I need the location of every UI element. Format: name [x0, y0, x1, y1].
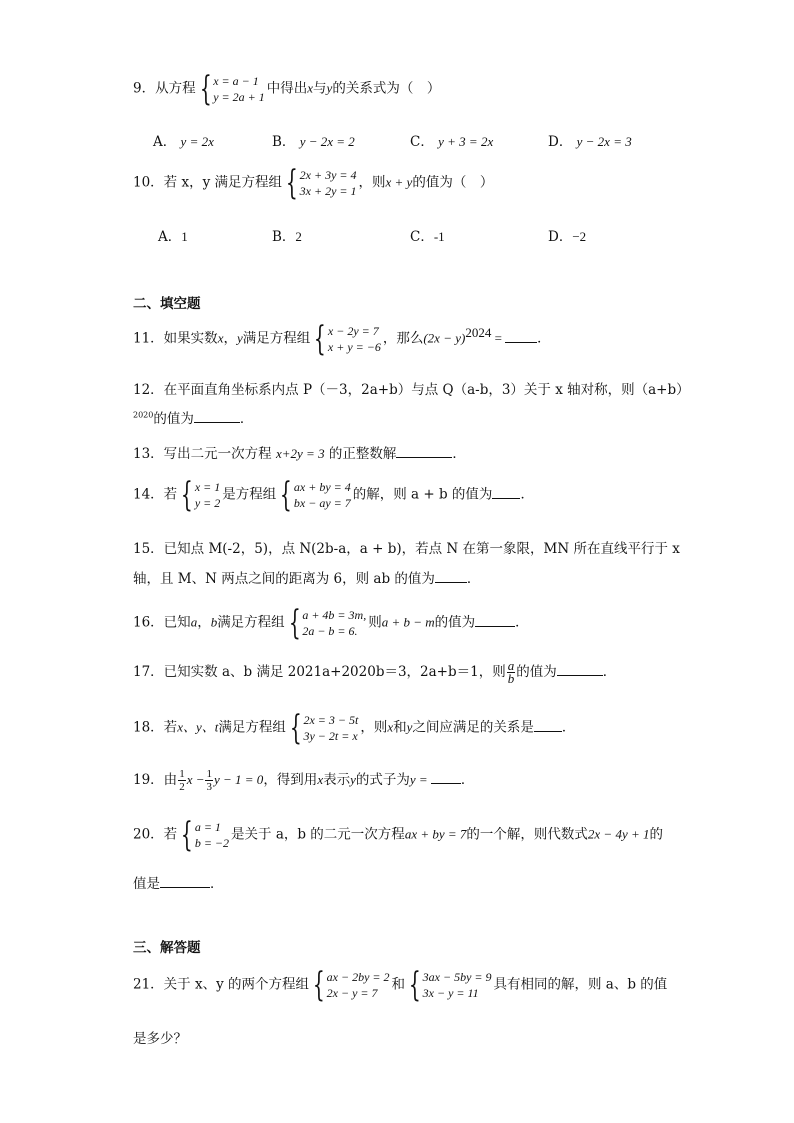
system-line-1: ax − 2by = 2 — [326, 970, 390, 984]
option-a: A．1 — [158, 229, 188, 245]
var-a: a — [190, 614, 198, 630]
denominator: 2 — [179, 781, 185, 793]
period: ． — [466, 571, 481, 587]
question-18 — [133, 708, 576, 748]
question-9-tail: 的关系式为（ ） — [332, 80, 441, 97]
denominator: 3 — [206, 781, 212, 793]
question-20-line-2 — [133, 872, 224, 892]
q18-text-2: 满足方程组 — [218, 719, 286, 736]
q12-text: 的值为 — [153, 411, 194, 427]
option-c: C． y + 3 = 2x — [410, 134, 494, 150]
system-line-2: 2a − b = 6. — [302, 624, 358, 638]
answer-blank[interactable] — [534, 719, 562, 732]
q17-text-2: 的值为 — [516, 664, 557, 680]
term-1: x − — [186, 772, 205, 787]
exponent: 2024 — [465, 325, 492, 340]
q17-text-1: 17．已知实数 a、b 满足 2021a+2020b＝3，2a+b＝1，则 — [133, 664, 506, 680]
option-d: D． y − 2x = 3 — [548, 134, 632, 150]
option-d: D．−2 — [548, 229, 587, 245]
system-line-2: 2x − y = 7 — [326, 986, 378, 1000]
system-line-2: 3x + 2y = 1 — [299, 184, 357, 198]
question-10 — [133, 163, 494, 203]
q21-text-1: 21．关于 x、y 的两个方程组 — [133, 976, 310, 993]
question-10-prefix: 10．若 x，y 满足方程组 — [133, 174, 283, 191]
equation-system-2: { 3ax − 5by = 9 3x − y = 11 — [408, 965, 492, 1005]
question-21 — [133, 965, 668, 1005]
system-line-1: x = a − 1 — [213, 74, 259, 88]
system-line-1: ax + by = 4 — [293, 480, 351, 494]
q20-text-1: 20．若 — [133, 826, 178, 843]
text-and: 与 — [313, 80, 327, 97]
numerator: a — [507, 658, 515, 673]
system-line-2: b = −2 — [194, 836, 230, 850]
q11-text-2: 满足方程组 — [242, 330, 311, 347]
var-x: x — [217, 330, 224, 346]
equation-system: { ax + by = 4 bx − ay = 7 — [280, 475, 351, 515]
var-y: y — [326, 80, 333, 96]
q16-text-3: 则 — [368, 614, 382, 631]
period: ． — [537, 330, 551, 347]
numerator: 1 — [206, 768, 212, 780]
period: ． — [460, 772, 475, 788]
q19-text-2: ，得到用 — [263, 772, 318, 788]
q14-text-1: 14．若 — [133, 486, 178, 503]
answer-blank[interactable] — [505, 330, 537, 343]
q18-text-5: 之间应满足的关系是 — [412, 719, 534, 736]
variables: x、y、t — [177, 719, 219, 735]
equation: x+2y = 3 — [275, 446, 325, 461]
var-y: y — [350, 772, 356, 787]
question-12-line-2 — [133, 407, 253, 427]
denominator: b — [507, 671, 515, 686]
var-b: b — [210, 614, 218, 630]
system-line-1: x = 1 — [194, 480, 221, 494]
equation-system: { 2x = 3 − 5t 3y − 2t = x — [289, 708, 359, 748]
term-2: y − 1 = 0 — [213, 772, 264, 787]
period: ． — [452, 446, 466, 462]
equation-system: { x − 2y = 7 x + y = −6 — [314, 319, 381, 359]
period: ． — [602, 664, 617, 680]
q19-text-1: 19．由 — [133, 772, 178, 788]
expression: 2x − 4y + 1 — [587, 826, 650, 842]
question-13 — [133, 442, 466, 462]
solution-system: { a = 1 b = −2 — [181, 815, 230, 855]
fraction-a-over-b — [507, 660, 516, 685]
q16-text-2: 满足方程组 — [217, 614, 285, 631]
q11-comma: ， — [223, 330, 237, 347]
system-line-1: x − 2y = 7 — [327, 324, 379, 338]
period: ． — [515, 614, 529, 631]
q21-text-3: 具有相同的解，则 a、b 的值 — [493, 976, 668, 993]
system-line-1: 2x = 3 − 5t — [303, 713, 359, 727]
equation-system: { a + 4b = 3m, 2a − b = 6. — [288, 603, 367, 643]
answer-blank[interactable] — [435, 570, 467, 583]
question-10-text: ，则 — [358, 174, 386, 191]
system-line-2: y = 2 — [194, 496, 221, 510]
q15-text: 轴，且 M、N 两点之间的距离为 6，则 ab 的值为 — [133, 571, 435, 587]
q18-text-4: 和 — [393, 719, 407, 736]
q13-text-2: 的正整数解 — [324, 446, 397, 462]
equation: ax + by = 7 — [404, 826, 467, 842]
system-line-2: bx − ay = 7 — [293, 496, 351, 510]
question-15-line-1: 15．已知点 M(-2，5)，点 N(2b-a，a + b)，若点 N 在第一象限，MN 所在直线平行于 x — [133, 541, 680, 557]
answer-blank[interactable] — [396, 445, 452, 458]
var-x: x — [307, 80, 314, 96]
system-line-2: 3y − 2t = x — [303, 729, 358, 743]
option-a: A． y = 2x — [153, 134, 214, 150]
question-17 — [133, 660, 616, 685]
answer-blank[interactable] — [194, 410, 240, 423]
equation-system: { x = a − 1 y = 2a + 1 — [199, 69, 265, 109]
option-b: B．2 — [272, 229, 302, 245]
question-9-prefix: 9．从方程 — [133, 80, 196, 97]
expression: x + y — [385, 174, 413, 190]
answer-blank[interactable] — [475, 614, 515, 627]
system-line-1: 2x + 3y = 4 — [299, 168, 357, 182]
section-heading-solve: 三、解答题 — [133, 940, 201, 956]
question-10-tail: 的值为（ ） — [412, 174, 494, 191]
q20-text-2: 是关于 a，b 的二元一次方程 — [231, 826, 405, 843]
system-line-2: 3x − y = 11 — [422, 986, 479, 1000]
period: ． — [520, 486, 534, 503]
period: ． — [210, 876, 224, 892]
solution-system: { x = 1 y = 2 — [181, 475, 221, 515]
expression: (2x − y) — [423, 330, 466, 346]
system-line-2: x + y = −6 — [327, 340, 381, 354]
question-15-line-2 — [133, 567, 480, 587]
system-line-1: a = 1 — [194, 820, 221, 834]
fraction-one-half — [178, 768, 186, 793]
exponent: 2020 — [133, 410, 154, 420]
fraction-one-third — [205, 768, 213, 793]
option-b: B． y − 2x = 2 — [272, 134, 355, 150]
answer-blank[interactable] — [431, 771, 461, 784]
answer-blank[interactable] — [492, 486, 520, 499]
question-16 — [133, 603, 529, 643]
q16-text-4: 的值为 — [434, 614, 476, 631]
q20-text-4: 的 — [649, 826, 663, 843]
equation-system: { 2x + 3y = 4 3x + 2y = 1 — [285, 163, 357, 203]
equals: = — [491, 330, 506, 346]
question-21-line-2: 是多少？ — [133, 1031, 187, 1047]
answer-blank[interactable] — [557, 663, 603, 676]
q20-text-3: 的一个解，则代数式 — [466, 826, 588, 843]
answer-blank[interactable] — [160, 875, 210, 888]
equation-system-1: { ax − 2by = 2 2x − y = 7 — [312, 965, 390, 1005]
q20-text-5: 值是 — [133, 876, 160, 892]
expression: a + b − m — [381, 614, 435, 630]
q11-text-3: ，那么 — [382, 330, 424, 347]
q16-comma: ， — [197, 614, 211, 631]
question-20 — [133, 815, 663, 855]
var-y: y — [406, 719, 413, 735]
section-heading-fill-in: 二、填空题 — [133, 296, 201, 312]
q21-text-2: 和 — [391, 976, 406, 993]
var-y: y — [236, 330, 243, 346]
question-19 — [133, 768, 474, 793]
numerator: 1 — [179, 768, 185, 780]
system-line-1: a + 4b = 3m, — [302, 608, 367, 622]
q14-text-2: 是方程组 — [222, 486, 277, 503]
var-x: x — [317, 772, 324, 787]
q18-text-3: ，则 — [360, 719, 388, 736]
q18-text-1: 18．若 — [133, 719, 178, 736]
period: ． — [561, 719, 576, 736]
var-x: x — [387, 719, 394, 735]
q19-text-4: 的式子为 — [355, 772, 410, 788]
q19-text-3: 表示 — [323, 772, 351, 788]
question-9-text: 中得出 — [266, 80, 308, 97]
system-line-2: y = 2a + 1 — [213, 90, 265, 104]
system-line-1: 3ax − 5by = 9 — [422, 970, 492, 984]
q14-text-3: 的解，则 a + b 的值为 — [352, 486, 493, 503]
question-11 — [133, 319, 551, 359]
q16-text-1: 16．已知 — [133, 614, 191, 631]
y-equals: y = — [409, 772, 431, 787]
option-c: C．-1 — [410, 229, 445, 245]
question-9 — [133, 69, 441, 109]
question-12-line-1: 12．在平面直角坐标系内点 P（－3，2a+b）与点 Q（a-b，3）关于 x 轴对称，则（a+b） — [133, 382, 690, 398]
q11-text-1: 11．如果实数 — [133, 330, 218, 347]
question-14 — [133, 475, 534, 515]
period: ． — [239, 411, 254, 427]
q13-text-1: 13．写出二元一次方程 — [133, 446, 276, 462]
